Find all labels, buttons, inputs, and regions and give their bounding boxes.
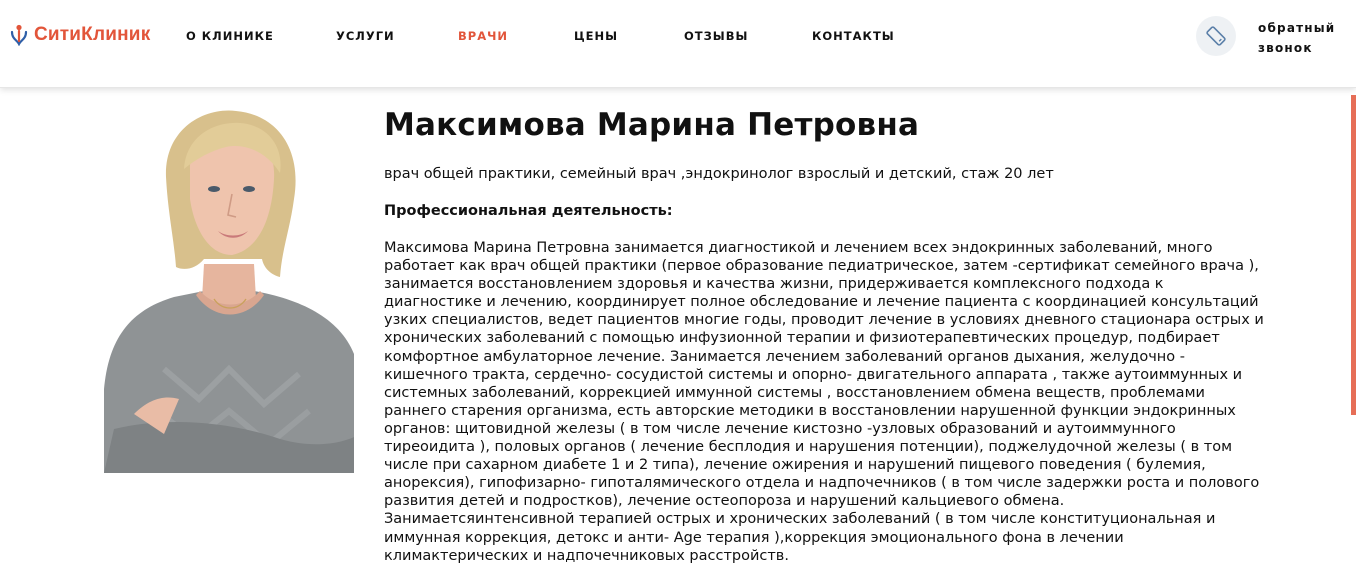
nav-contacts[interactable]: КОНТАКТЫ (812, 29, 895, 43)
nav-prices[interactable]: ЦЕНЫ (574, 29, 619, 43)
nav-about[interactable]: О КЛИНИКЕ (186, 29, 274, 43)
brand-name: СитиКлиник (34, 24, 151, 45)
doctor-photo (104, 99, 354, 473)
bio-paragraph-1: Максимова Марина Петровна занимается диагностикой и лечением всех эндокринных заболеваний, много работает как врач общей практики (первое образование педиатрическое, затем -сертификат семейного врача ), занимается восстановлением здоровья и качества жизни, придерживается комплексного подхода к диагностике и лечению, координирует полное обследование и лечение пациента с координацией консультаций узких специалистов, ведет пациентов многие годы, проводит лечение в условиях дневного стационара острых и хронических заболеваний с помощью инфузионной терапии и физиотерапевтических процедур, подбирает комфортное амбулаторное лечение. Занимается лечением заболеваний органов дыхания, желудочно - кишечного тракта, сердечно- сосудистой системы и опорно- двигательного аппарата , также аутоиммунных и системных заболеваний, коррекцией иммунной системы , восстановлением обмена веществ, проблемами раннего старения организма, есть авторские методики в восстановлении нарушенной функции эндокринных органов: щитовидной железы ( в том числе лечение кистозно -узловых образований и аутоиммунного тиреоидита ), половых органов ( лечение бесплодия и нарушения потенции), поджелудочной железы ( в том числе при сахарном диабете 1 и 2 типа), лечение ожирения и нарушений пищевого поведения ( булемия, анорексия), гипофизарно- гипоталямического отдела и надпочечников ( в том числе задержки роста и полового развития детей и подростков), лечение остеопороза и нарушений кальциевого обмена. (384, 240, 1264, 510)
nav-reviews[interactable]: ОТЗЫВЫ (684, 29, 749, 43)
scrollbar-thumb[interactable] (1351, 95, 1356, 415)
phone-icon (1205, 25, 1227, 47)
callback-label[interactable]: обратный звонок (1258, 21, 1336, 55)
section-title: Профессиональная деятельность: (384, 203, 673, 219)
clinic-logo-icon (10, 24, 28, 46)
callback-icon-circle[interactable] (1196, 16, 1236, 56)
site-logo[interactable] (10, 24, 150, 46)
bio-paragraph-2: Занимаетсяинтенсивной терапией острых и хронических заболеваний ( в том числе конституциональная и иммунная коррекция, детокс и анти- Age терапия ),коррекция эмоционального фона в лечении климактерических и надпочечниковых расстройств. (384, 511, 1216, 564)
doctor-name: Максимова Марина Петровна (384, 107, 920, 143)
site-header (0, 0, 1356, 88)
nav-services[interactable]: УСЛУГИ (336, 29, 395, 43)
doctor-specialties: врач общей практики, семейный врач ,эндокринолог взрослый и детский, стаж 20 лет (384, 166, 1054, 182)
doctor-profile (384, 104, 1284, 565)
nav-doctors[interactable]: ВРАЧИ (458, 29, 509, 43)
doctor-bio (384, 239, 1264, 565)
callback-button[interactable] (1196, 16, 1336, 56)
